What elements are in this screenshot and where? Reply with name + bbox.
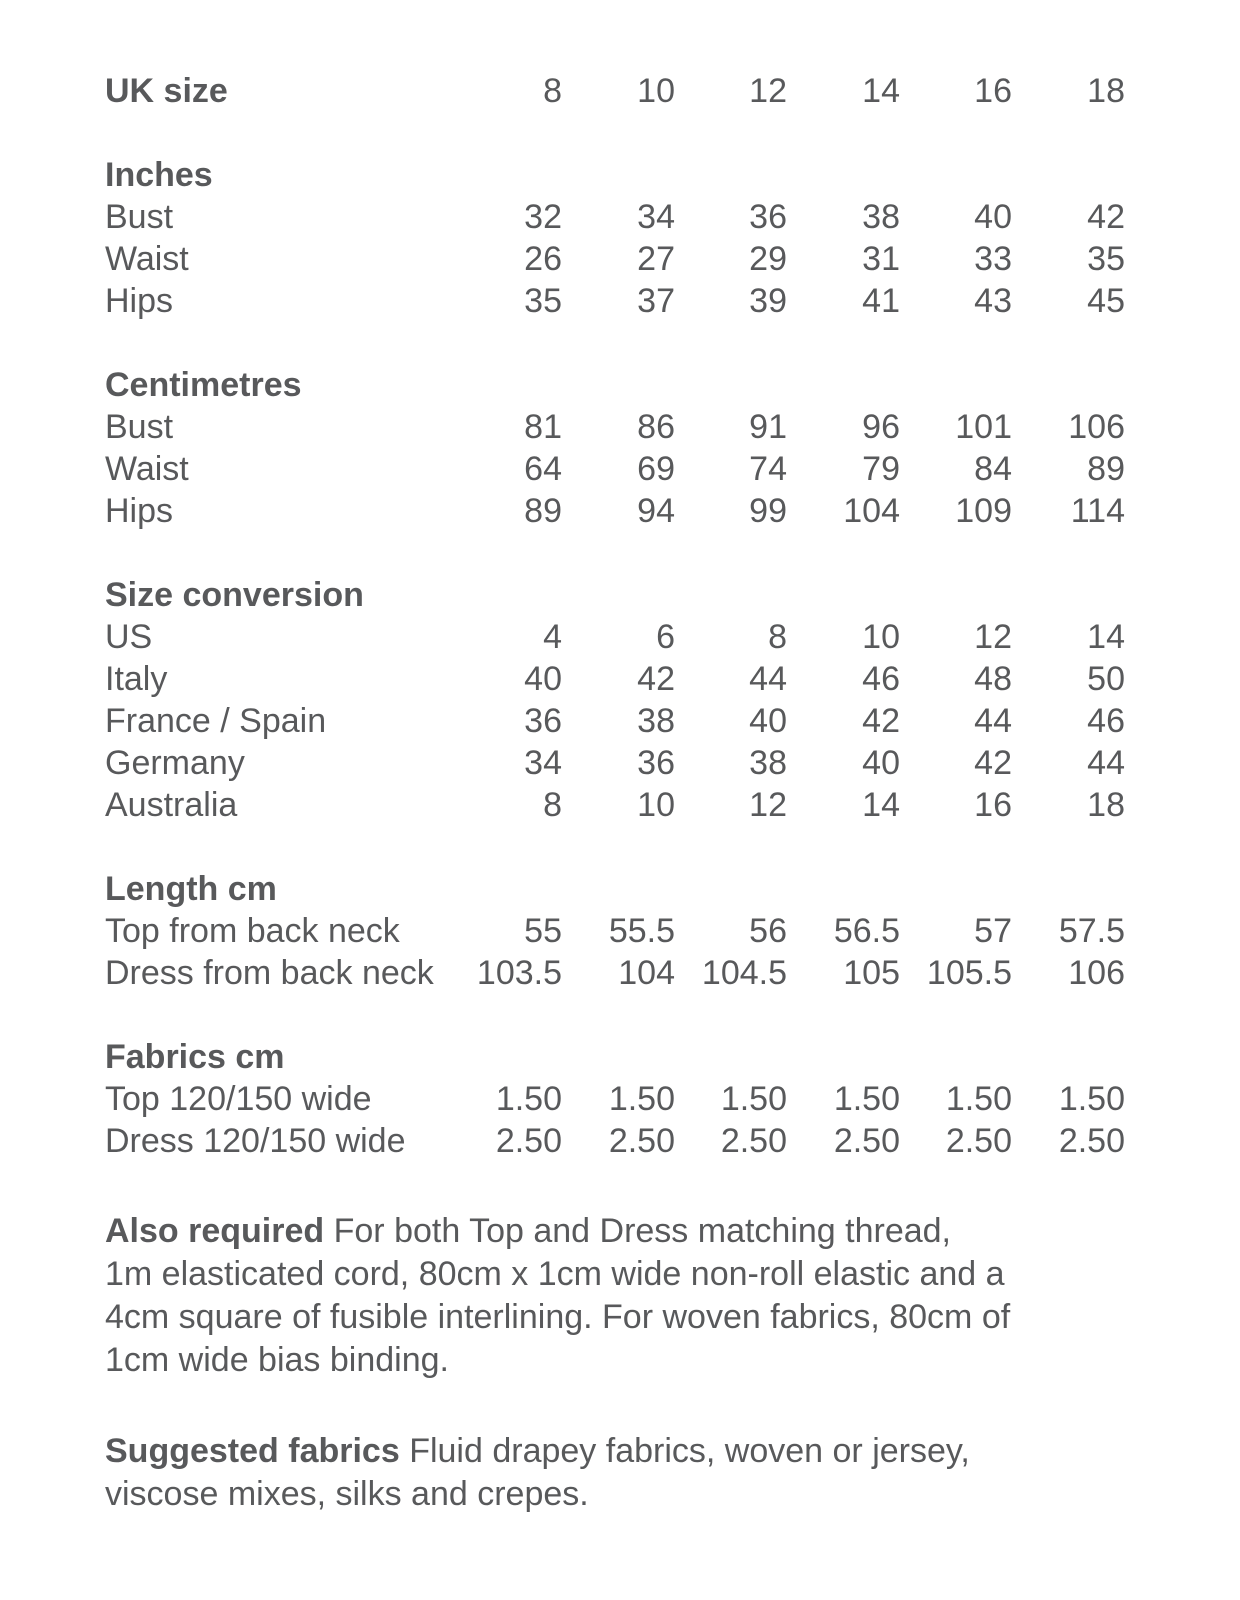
value-cell	[900, 112, 1012, 196]
table-row	[105, 784, 1125, 826]
section-title-row	[105, 994, 1125, 1078]
value-cell: 41	[862, 282, 900, 320]
value-cell: 12	[974, 618, 1012, 656]
value-cell: 1.50	[608, 1080, 675, 1118]
value-cell	[1012, 322, 1125, 406]
value-cell: 99	[749, 492, 787, 530]
value-cell: 84	[974, 450, 1012, 488]
value-cell	[900, 532, 1012, 616]
value-cell: 4	[543, 618, 562, 656]
row-label: Australia	[105, 786, 238, 824]
value-cell	[675, 994, 787, 1078]
value-cell: 42	[637, 660, 675, 698]
table-row	[105, 238, 1125, 280]
value-cell: 106	[1068, 954, 1125, 992]
value-cell: 18	[1087, 786, 1125, 824]
value-cell	[675, 826, 787, 910]
row-label: Waist	[105, 240, 189, 278]
value-cell	[562, 994, 675, 1078]
value-cell: 38	[637, 702, 675, 740]
value-cell: 81	[524, 408, 562, 446]
section-title-row	[105, 112, 1125, 196]
value-cell: 1.50	[720, 1080, 787, 1118]
value-cell: 74	[749, 450, 787, 488]
table-row	[105, 742, 1125, 784]
value-cell: 89	[1087, 450, 1125, 488]
value-cell: 104	[618, 954, 675, 992]
value-cell	[1012, 994, 1125, 1078]
value-cell: 16	[974, 786, 1012, 824]
value-cell: 12	[749, 72, 787, 110]
suggested-fabrics-label: Suggested fabrics	[105, 1432, 400, 1470]
value-cell: 40	[862, 744, 900, 782]
value-cell: 1.50	[495, 1080, 562, 1118]
value-cell: 34	[524, 744, 562, 782]
also-required-text: For both Top and Dress matching thread, 1m elasticated cord, 80cm x 1cm wide non-roll elastic and a 4cm square of fusible interlining. For woven fabrics, 80cm of 1cm wide bias binding.	[105, 1212, 1011, 1379]
value-cell	[1012, 532, 1125, 616]
value-cell: 2.50	[720, 1122, 787, 1160]
value-cell	[787, 826, 900, 910]
value-cell	[450, 994, 562, 1078]
value-cell: 114	[1070, 492, 1125, 530]
value-cell: 105	[843, 954, 900, 992]
value-cell: 50	[1087, 660, 1125, 698]
suggested-fabrics-text: Fluid drapey fabrics, woven or jersey, viscose mixes, silks and crepes.	[105, 1432, 970, 1513]
row-label: Hips	[105, 492, 174, 530]
also-required-label: Also required	[105, 1212, 325, 1250]
value-cell	[1012, 826, 1125, 910]
value-cell: 37	[637, 282, 675, 320]
value-cell: 106	[1068, 408, 1125, 446]
row-label: US	[105, 618, 153, 656]
value-cell	[900, 994, 1012, 1078]
value-cell: 42	[862, 702, 900, 740]
value-cell: 14	[1087, 618, 1125, 656]
value-cell	[787, 322, 900, 406]
value-cell: 2.50	[833, 1122, 900, 1160]
value-cell: 56	[749, 912, 787, 950]
value-cell	[675, 112, 787, 196]
value-cell: 105.5	[926, 954, 1012, 992]
row-label: Dress 120/150 wide	[105, 1122, 406, 1160]
value-cell: 18	[1087, 72, 1125, 110]
value-cell: 1.50	[945, 1080, 1012, 1118]
value-cell: 38	[862, 198, 900, 236]
table-row	[105, 658, 1125, 700]
value-cell: 109	[955, 492, 1012, 530]
row-label: Germany	[105, 744, 245, 782]
section-title: Inches	[105, 156, 213, 194]
value-cell: 57	[974, 912, 1012, 950]
value-cell: 2.50	[495, 1122, 562, 1160]
value-cell: 104.5	[701, 954, 787, 992]
table-row	[105, 616, 1125, 658]
value-cell	[562, 826, 675, 910]
table-row	[105, 700, 1125, 742]
value-cell: 1.50	[833, 1080, 900, 1118]
value-cell: 79	[862, 450, 900, 488]
value-cell: 39	[749, 282, 787, 320]
value-cell: 33	[974, 240, 1012, 278]
value-cell: 2.50	[608, 1122, 675, 1160]
suggested-fabrics-note	[105, 1430, 1115, 1516]
row-label: Waist	[105, 450, 189, 488]
table-row	[105, 910, 1125, 952]
value-cell: 91	[749, 408, 787, 446]
value-cell: 46	[862, 660, 900, 698]
value-cell: 55	[524, 912, 562, 950]
value-cell: 8	[543, 786, 562, 824]
section-title-row	[105, 826, 1125, 910]
value-cell: 10	[862, 618, 900, 656]
value-cell	[450, 112, 562, 196]
value-cell	[1012, 112, 1125, 196]
section-title: Fabrics cm	[105, 1038, 285, 1076]
value-cell: 8	[768, 618, 787, 656]
section-title: Length cm	[105, 870, 277, 908]
table-row	[105, 1120, 1125, 1162]
value-cell: 42	[1087, 198, 1125, 236]
value-cell: 64	[524, 450, 562, 488]
value-cell: 6	[656, 618, 675, 656]
value-cell	[562, 532, 675, 616]
table-row	[105, 490, 1125, 532]
uk-size-label: UK size	[105, 72, 228, 110]
uk-size-header-row	[105, 70, 1125, 112]
section-title-row	[105, 532, 1125, 616]
value-cell: 94	[637, 492, 675, 530]
section-title: Size conversion	[105, 576, 364, 614]
value-cell: 44	[1087, 744, 1125, 782]
value-cell: 35	[524, 282, 562, 320]
value-cell: 96	[862, 408, 900, 446]
value-cell	[900, 826, 1012, 910]
value-cell: 36	[637, 744, 675, 782]
row-label: Bust	[105, 198, 174, 236]
value-cell: 26	[524, 240, 562, 278]
value-cell: 44	[974, 702, 1012, 740]
value-cell: 36	[749, 198, 787, 236]
value-cell: 2.50	[945, 1122, 1012, 1160]
row-label: France / Spain	[105, 702, 327, 740]
value-cell: 36	[524, 702, 562, 740]
row-label: Hips	[105, 282, 174, 320]
value-cell	[450, 322, 562, 406]
value-cell	[450, 532, 562, 616]
value-cell: 35	[1087, 240, 1125, 278]
value-cell: 10	[637, 786, 675, 824]
value-cell: 44	[749, 660, 787, 698]
value-cell: 69	[637, 450, 675, 488]
value-cell: 8	[543, 72, 562, 110]
value-cell: 14	[862, 72, 900, 110]
value-cell	[562, 322, 675, 406]
value-cell	[787, 532, 900, 616]
value-cell: 40	[974, 198, 1012, 236]
value-cell: 10	[637, 72, 675, 110]
table-row	[105, 1078, 1125, 1120]
table-row	[105, 406, 1125, 448]
value-cell: 46	[1087, 702, 1125, 740]
value-cell: 45	[1087, 282, 1125, 320]
value-cell: 104	[843, 492, 900, 530]
value-cell	[787, 112, 900, 196]
value-cell: 32	[524, 198, 562, 236]
value-cell: 34	[637, 198, 675, 236]
value-cell: 2.50	[1058, 1122, 1125, 1160]
value-cell: 48	[974, 660, 1012, 698]
value-cell	[562, 112, 675, 196]
row-label: Dress from back neck	[105, 954, 434, 992]
table-row	[105, 280, 1125, 322]
value-cell: 1.50	[1058, 1080, 1125, 1118]
table-row	[105, 448, 1125, 490]
value-cell: 86	[637, 408, 675, 446]
value-cell: 40	[524, 660, 562, 698]
row-label: Top from back neck	[105, 912, 400, 950]
table-row	[105, 196, 1125, 238]
value-cell	[450, 826, 562, 910]
value-cell: 101	[955, 408, 1012, 446]
value-cell: 57.5	[1058, 912, 1125, 950]
size-chart-table-body	[105, 70, 1125, 1162]
row-label: Top 120/150 wide	[105, 1080, 372, 1118]
value-cell: 40	[749, 702, 787, 740]
value-cell	[675, 532, 787, 616]
value-cell: 43	[974, 282, 1012, 320]
row-label: Italy	[105, 660, 168, 698]
value-cell	[787, 994, 900, 1078]
value-cell: 103.5	[476, 954, 562, 992]
row-label: Bust	[105, 408, 174, 446]
size-chart-table	[105, 70, 1125, 1162]
section-title: Centimetres	[105, 366, 302, 404]
value-cell: 31	[862, 240, 900, 278]
value-cell: 16	[974, 72, 1012, 110]
section-title-row	[105, 322, 1125, 406]
value-cell: 56.5	[833, 912, 900, 950]
value-cell	[675, 322, 787, 406]
value-cell: 29	[749, 240, 787, 278]
value-cell: 89	[524, 492, 562, 530]
value-cell: 14	[862, 786, 900, 824]
value-cell: 42	[974, 744, 1012, 782]
also-required-note	[105, 1210, 1115, 1382]
value-cell	[900, 322, 1012, 406]
value-cell: 12	[749, 786, 787, 824]
value-cell: 38	[749, 744, 787, 782]
value-cell: 55.5	[608, 912, 675, 950]
table-row	[105, 952, 1125, 994]
value-cell: 27	[637, 240, 675, 278]
